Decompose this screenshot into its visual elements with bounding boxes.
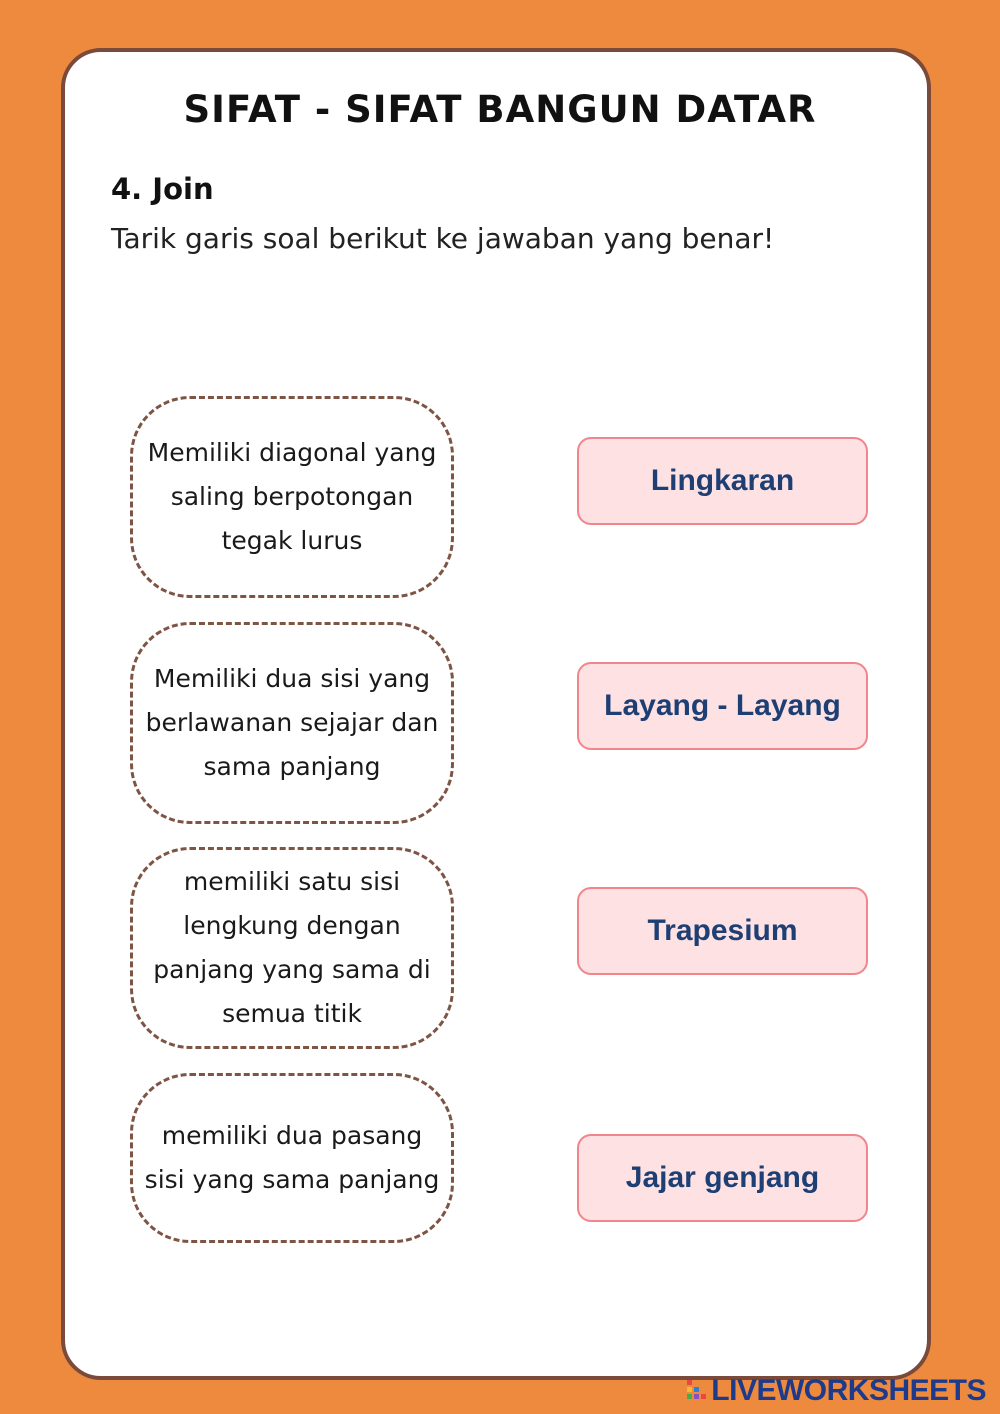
- answer-box-2[interactable]: [577, 662, 868, 750]
- answer-label: Layang - Layang: [604, 689, 841, 722]
- question-instruction: Tarik garis soal berikut ke jawaban yang benar!: [111, 222, 775, 255]
- statement-text: memiliki satu sisi lengkung dengan panjang yang sama di semua titik: [153, 867, 431, 1028]
- statement-box-4[interactable]: [130, 1073, 454, 1243]
- statement-text: memiliki dua pasang sisi yang sama panjang: [144, 1121, 440, 1194]
- statement-box-1[interactable]: [130, 396, 454, 598]
- statement-box-2[interactable]: [130, 622, 454, 824]
- answer-label: Lingkaran: [650, 464, 795, 497]
- answer-label: Trapesium: [647, 914, 798, 947]
- statement-text: Memiliki dua sisi yang berlawanan sejajar dan sama panjang: [145, 664, 439, 781]
- liveworksheets-brand[interactable]: [687, 1374, 986, 1408]
- answer-label: Jajar genjang: [625, 1161, 820, 1194]
- answer-box-3[interactable]: [577, 887, 868, 975]
- statement-text: Memiliki diagonal yang saling berpotongan tegak lurus: [147, 438, 437, 555]
- answer-box-1[interactable]: [577, 437, 868, 525]
- brand-label: LIVEWORKSHEETS: [711, 1374, 986, 1407]
- liveworksheets-logo-icon: [687, 1378, 707, 1404]
- worksheet-title: SIFAT - SIFAT BANGUN DATAR: [183, 88, 817, 131]
- answer-box-4[interactable]: [577, 1134, 868, 1222]
- question-heading: 4. Join: [111, 172, 214, 206]
- statement-box-3[interactable]: [130, 847, 454, 1049]
